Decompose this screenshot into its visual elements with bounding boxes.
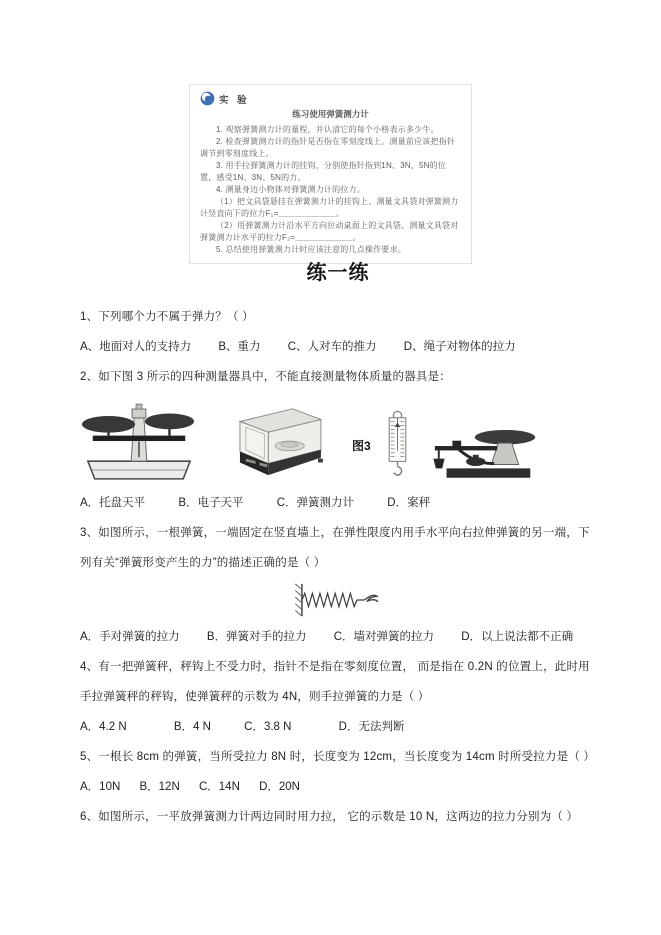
experiment-title: 练习使用弹簧测力计 xyxy=(292,109,369,119)
question-2: 2、如下图 3 所示的四种测量器具中，不能直接测量物体质量的器具是： xyxy=(80,371,451,383)
option-b: B．弹簧对手的拉力 xyxy=(206,631,307,643)
option-d: D．案秤 xyxy=(387,497,431,509)
option-d: D、绳子对物体的拉力 xyxy=(403,341,516,353)
experiment-icon-label: 实 验 xyxy=(219,94,250,106)
spring-dynamometer-figure xyxy=(381,410,414,476)
question-6: 6、如图所示，一平放弹簧测力计两边同时用力拉， 它的示数是 10 N，这两边的拉力分别为（ ） xyxy=(80,811,579,823)
question-3-options xyxy=(80,622,596,652)
option-b: B、重力 xyxy=(218,341,261,353)
question-2-options xyxy=(80,488,596,518)
question-5-options xyxy=(80,772,596,802)
experiment-step-blank-f2: （2）用弹簧测力计沿水平方向拉动桌面上的文具袋、测量文具袋对弹簧测力计水平的拉力F₂=＿＿＿＿＿＿＿。 xyxy=(200,221,459,242)
experiment-step: 3. 用手拉弹簧测力计的挂钩，分别使指针指到1N、3N、5N的位置，感受1N、3N、5N的力。 xyxy=(200,161,446,182)
option-a: A．10N xyxy=(80,781,121,793)
option-d: D．无法判断 xyxy=(338,721,405,733)
option-c: C．墙对弹簧的拉力 xyxy=(333,631,435,643)
figure-3-label: 图3 xyxy=(352,438,371,453)
question-4-options xyxy=(80,712,596,742)
figure-3-instruments xyxy=(80,396,596,488)
option-c: C．3.8 N xyxy=(244,721,292,733)
experiment-step: 4. 测量身边小物体对弹簧测力计的拉力。 xyxy=(216,185,365,194)
electronic-balance-figure xyxy=(224,402,332,482)
question-5: 5、一根长 8cm 的弹簧，当所受拉力 8N 时，长度变为 12cm，当长度变为 14cm 时所受拉力是（ ） xyxy=(80,751,596,763)
pan-balance-figure xyxy=(80,400,198,484)
experiment-step-blank-f1: （1）把文具袋悬挂在弹簧测力计的挂钩上、测量文具袋对弹簧测力计竖直向下的拉力F₁=＿＿＿＿＿＿＿。 xyxy=(200,197,459,218)
option-d: D．20N xyxy=(259,781,300,793)
option-a: A、地面对人的支持力 xyxy=(80,341,192,353)
experiment-step: 2. 检查弹簧测力计的指针是否指在零刻度线上。测量前应该把指针调节到零刻度线上。 xyxy=(200,137,456,158)
option-c: C、人对车的推力 xyxy=(287,341,377,353)
platform-scale-figure xyxy=(430,410,542,484)
option-b: B．12N xyxy=(139,781,180,793)
question-4: 4、有一把弹簧秤，秤钩上不受力时，指针不是指在零刻度位置， 而是指在 0.2N 的位置上，此时用手拉弹簧秤的秤钩，使弹簧秤的示数为 4N，则手拉弹簧的力是（ ） xyxy=(80,661,590,703)
option-c: C．14N xyxy=(198,781,240,793)
section-title: 练一练 xyxy=(306,262,370,284)
question-3: 3、如图所示，一根弹簧，一端固定在竖直墙上，在弹性限度内用手水平向右拉伸弹簧的另一端，下列有关“弹簧形变产生的力”的描述正确的是（ ） xyxy=(80,527,590,569)
experiment-icon xyxy=(200,91,215,106)
option-a: A．手对弹簧的拉力 xyxy=(80,631,180,643)
experiment-step: 1. 观察弹簧测力计的量程，并认清它的每个小格表示多少牛。 xyxy=(216,125,439,134)
question-1: 1、下列哪个力不属于弹力？（ ） xyxy=(80,311,254,323)
question-1-options xyxy=(80,332,596,362)
wall-spring-figure xyxy=(288,581,388,619)
exercise-section xyxy=(80,260,596,832)
option-d: D．以上说法都不正确 xyxy=(461,631,574,643)
option-a: A．4.2 N xyxy=(80,721,127,733)
option-a: A．托盘天平 xyxy=(80,497,146,509)
experiment-box xyxy=(189,84,472,264)
experiment-step: 5. 总结使用弹簧测力计时应该注意的几点操作要求。 xyxy=(216,245,406,254)
option-c: C．弹簧测力计 xyxy=(276,497,355,509)
option-b: B．电子天平 xyxy=(178,497,244,509)
experiment-header xyxy=(200,90,461,107)
option-b: B．4 N xyxy=(173,721,211,733)
wall-spring-figure-row xyxy=(80,580,596,620)
